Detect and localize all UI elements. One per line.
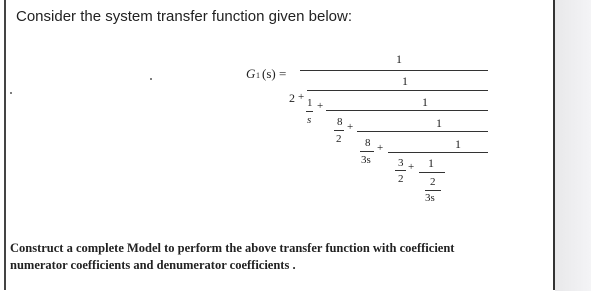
plus-sign: + [377,142,384,154]
function-symbol: G [246,66,256,81]
term-4-den: 2 [336,133,342,145]
fraction-bar [419,172,445,173]
fraction-bar [307,90,488,91]
term-5-num: 8 [365,137,371,149]
fraction-bar [357,131,488,132]
term-5-den: 3s [361,154,371,166]
numerator-4: 1 [436,116,442,130]
function-argument: (s) = [262,66,287,81]
term-7-den: 3s [425,192,435,204]
stray-dot [10,92,12,94]
numerator-3: 1 [422,95,428,109]
numerator-6: 1 [428,156,434,170]
problem-prompt: Consider the system transfer function given below: [16,8,352,25]
term-3-num: 1 [307,97,313,109]
plus-sign: + [317,100,324,112]
term-7-num: 2 [430,176,436,188]
fraction-bar-main [300,70,488,71]
stray-dot [150,78,152,80]
plus-sign: + [347,121,354,133]
numerator-1: 1 [396,52,402,66]
fraction-bar [326,110,488,111]
instruction-line-1: Construct a complete Model to perform the above transfer function with coefficient [10,241,455,255]
fraction-bar [306,111,313,112]
plus-sign: + [298,91,305,103]
instruction-line-2: numerator coefficients and denumerator coefficients . [10,258,296,272]
term-6-den: 2 [398,173,404,185]
fraction-bar [425,190,441,191]
term-6-num: 3 [398,157,404,169]
plus-sign: + [408,161,415,173]
instruction-text [10,240,546,274]
scrollbar-track[interactable] [555,0,591,291]
term-2: 2 [289,91,295,105]
numerator-5: 1 [455,137,461,151]
function-subscript: 1 [256,71,260,80]
fraction-bar [360,151,374,152]
numerator-2: 1 [402,74,408,88]
term-3-den: s [307,114,312,126]
fraction-bar [395,170,406,171]
fraction-bar [334,130,344,131]
fraction-bar [388,152,488,153]
term-4-num: 8 [337,116,343,128]
